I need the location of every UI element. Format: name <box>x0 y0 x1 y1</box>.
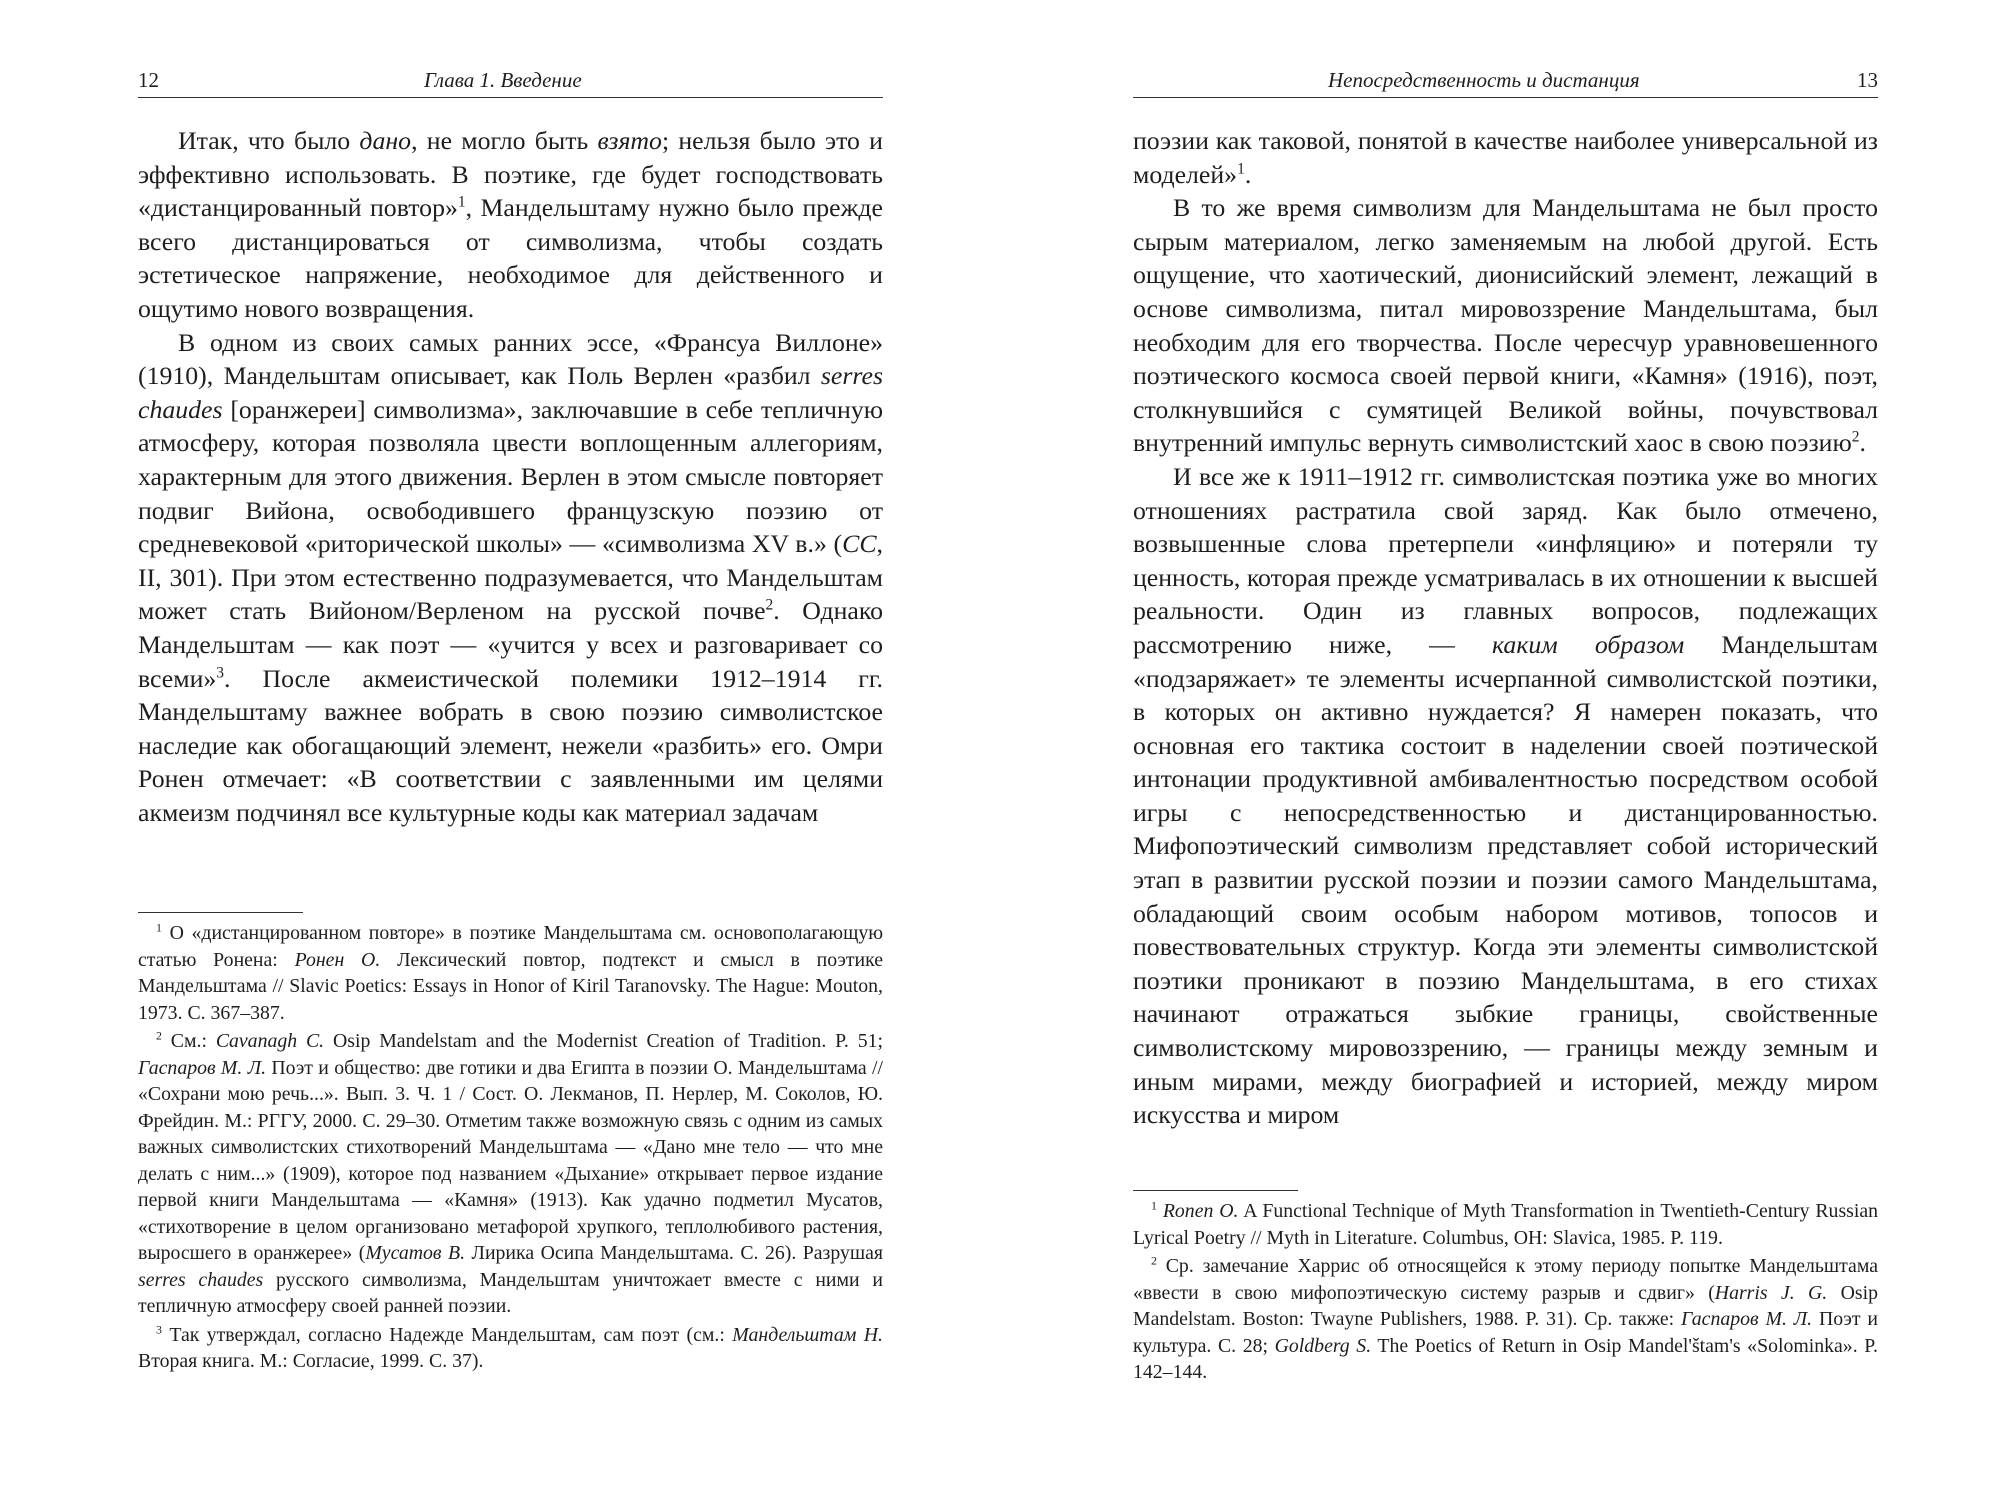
footnote: $^1$ Ronen O. A Functional Technique of Myth Transformation in Twentieth-Century Russian Lyrical Poetry // Myth in Literature. Columbus, OH: Slavica, 1985. P. 119. <box>1133 1198 1879 1249</box>
footnote: $^2$ Ср. замечание Харрис об относящейся к этому периоду попытке Мандельштама «ввести в свою мифопоэтическую систему разрыв и сдвиг» (Harris J. G. Osip Mandelstam. Boston: Twayne Publishers, 1988. P. 31). Ср. также: Гаспаров М. Л. Поэт и культура. С. 28; Goldberg S. The Poetics of Return in Osip Mandel'štam's «Solominka». P. 142–144. <box>1133 1253 1879 1383</box>
left-footnotes <box>138 920 883 1377</box>
right-body-text <box>1133 124 1878 1132</box>
left-body-text <box>138 124 883 829</box>
paragraph: В одном из своих самых ранних эссе, «Франсуа Виллоне» (1910), Мандельштам описывает, как Поль Верлен «разбил serres chaudes [оранжереи] символизма», заключавшие в себе тепличную атмосферу, которая позволяла цвести воплощенным аллегориям, характерным для этого движения. Верлен в этом смысле повторяет подвиг Вийона, освободившего французскую поэзию от средневековой «риторической школы» — «символизма XV в.» (СС, II, 301). При этом естественно подразумевается, что Мандельштам может стать Вийоном/Верленом на русской почве$^2$. Однако Мандельштам — как поэт — «учится у всех и разговаривает со всеми»$^3$. После акмеистической полемики 1912–1914 гг. Мандельштаму важнее вобрать в свою поэзию символистское наследие как обогащающий элемент, нежели «разбить» его. Омри Ронен отмечает: «В соответствии с заявленными им целями акмеизм подчинял все культурные коды как материал задачам <box>138 327 883 827</box>
right-running-header <box>1133 64 1878 98</box>
page-number: 13 <box>1857 68 1878 92</box>
footnote-ref[interactable]: 2 <box>1851 428 1860 446</box>
left-running-header <box>138 64 883 98</box>
footnote-ref[interactable]: 1 <box>1237 160 1245 177</box>
footnote-ref[interactable]: 2 <box>765 596 774 614</box>
header-rule <box>1133 97 1878 98</box>
right-page <box>1000 0 2000 1497</box>
running-head-title: Непосредственность и дистанция <box>1328 68 1640 92</box>
footnote-ref[interactable]: 3 <box>216 663 225 681</box>
running-head-title: Глава 1. Введение <box>424 68 582 92</box>
footnote: $^3$ Так утверждал, согласно Надежде Мандельштам, сам поэт (см.: Мандельштам Н. Вторая книга. М.: Согласие, 1999. С. 37). <box>138 1321 883 1372</box>
footnote-separator <box>138 912 303 913</box>
footnote: $^1$ О «дистанцированном повторе» в поэтике Мандельштама см. основополагающую статью Ронена: Ронен О. Лексический повтор, подтекст и смысл в поэтике Мандельштама // Slavic Poetics: Essays in Honor of Kiril Taranovsky. The Hague: Mouton, 1973. С. 367–387. <box>138 920 883 1024</box>
header-rule <box>138 97 883 98</box>
paragraph: В то же время символизм для Мандельштама не был просто сырым материалом, легко заменяемым на любой другой. Есть ощущение, что хаотический, дионисийский элемент, лежащий в основе символизма, питал мировоззрение Мандельштама, был необходим для его творчества. После чересчур уравновешенного поэтического космоса своей первой книги, «Камня» (1916), поэт, столкнувшийся с сумятицей Великой войны, почувствовал внутренний импульс вернуть символистский хаос в свою поэзию$^2$. <box>1133 193 1878 458</box>
paragraph: поэзии как таковой, понятой в качестве наиболее универсальной из моделей»$^1$. <box>1133 126 1878 189</box>
footnote-separator <box>1133 1190 1298 1191</box>
right-footnotes <box>1133 1198 1878 1388</box>
paragraph: Итак, что было дано, не могло быть взято; нельзя было это и эффективно использовать. В поэтике, где будет господствовать «дистанцированный повтор»$^1$, Мандельштаму нужно было прежде всего дистанцироваться от символизма, чтобы создать эстетическое напряжение, необходимое для действенного и ощутимо нового возвращения. <box>138 126 883 323</box>
footnote: $^2$ См.: Cavanagh C. Osip Mandelstam and the Modernist Creation of Tradition. P. 51; Гаспаров М. Л. Поэт и общество: две готики и два Египта в поэзии О. Мандельштама // «Сохрани мою речь...». Вып. 3. Ч. 1 / Сост. О. Лекманов, П. Нерлер, М. Соколов, Ю. Фрейдин. М.: РГГУ, 2000. С. 29–30. Отметим также возможную связь с одним из самых важных символистских стихотворений Мандельштама — «Дано мне тело — что мне делать с ним...» (1909), которое под названием «Дыхание» открывает первое издание первой книги Мандельштама — «Камня» (1913). Как удачно подметил Мусатов, «стихотворение в целом организовано метафорой хрупкого, теплолюбивого растения, выросшего в оранжерее» (Мусатов В. Лирика Осипа Мандельштама. С. 26). Разрушая serres chaudes русского символизма, Мандельштам уничтожает вместе с ними и тепличную атмосферу своей ранней поэзии. <box>138 1028 884 1317</box>
page-number: 12 <box>138 68 159 92</box>
paragraph: И все же к 1911–1912 гг. символистская поэтика уже во многих отношениях растратила свой заряд. Как было отмечено, возвышенные слова претерпели «инфляцию» и потеряли ту ценность, которая прежде усматривалась в их отношении к высшей реальности. Один из главных вопросов, подлежащих рассмотрению ниже, — каким образом Мандельштам «подзаряжает» те элементы исчерпанной символистской поэтики, в которых он активно нуждается? Я намерен показать, что основная его тактика состоит в наделении своей поэтической интонации продуктивной амбивалентностью посредством особой игры с непосредственностью и дистанцированностью. Мифопоэтический символизм представляет собой исторический этап в развитии русской поэзии и поэзии самого Мандельштама, обладающий своим особым набором мотивов, топосов и повествовательных структур. Когда эти элементы символистской поэтики проникают в поэзию Мандельштама, в его стихах начинают отражаться зыбкие границы, свойственные символистскому мировоззрению, — границы между земным и иным мирами, между биографией и историей, между миром искусства и миром <box>1133 461 1878 1130</box>
footnote-ref[interactable]: 1 <box>457 193 466 211</box>
